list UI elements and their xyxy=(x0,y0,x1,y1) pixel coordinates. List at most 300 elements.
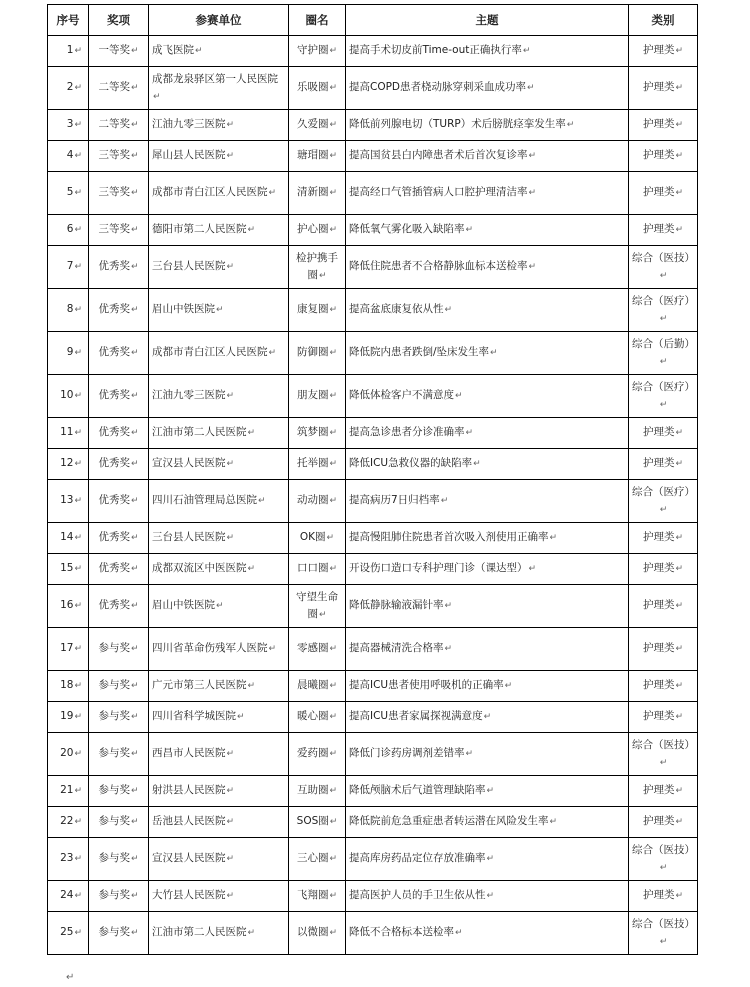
cell-category xyxy=(629,671,698,702)
cell-mark-icon: ↵ xyxy=(329,564,338,574)
cell-mark-icon: ↵ xyxy=(659,504,668,515)
cell-mark-icon: ↵ xyxy=(528,188,537,198)
cell-award-text: 参与奖 xyxy=(98,710,130,722)
cell-mark-icon: ↵ xyxy=(74,151,82,161)
cell-circle-text: 康复圈 xyxy=(296,303,329,315)
cell-unit xyxy=(149,671,289,702)
cell-circle-text: 久爱圈 xyxy=(296,118,329,130)
cell-circle-text: OK圈 xyxy=(299,531,326,543)
cell-circle xyxy=(289,480,346,523)
table-row xyxy=(48,807,698,838)
cell-mark-icon: ↵ xyxy=(522,46,531,56)
cell-category xyxy=(629,733,698,776)
cell-topic-text: 降低氧气雾化吸入缺陷率 xyxy=(349,223,465,235)
cell-topic-text: 降低院内患者跌倒/坠床发生率 xyxy=(349,346,490,358)
cell-mark-icon: ↵ xyxy=(675,644,684,654)
cell-mark-icon: ↵ xyxy=(444,601,453,611)
cell-mark-icon: ↵ xyxy=(130,644,139,654)
cell-mark-icon: ↵ xyxy=(659,862,668,873)
header-unit: 参赛单位 xyxy=(149,5,289,36)
cell-mark-icon: ↵ xyxy=(268,188,277,198)
cell-no-text: 1 xyxy=(66,44,74,56)
cell-mark-icon: ↵ xyxy=(247,681,256,691)
cell-mark-icon: ↵ xyxy=(226,854,235,864)
table-row xyxy=(48,246,698,289)
cell-mark-icon: ↵ xyxy=(74,681,82,691)
cell-circle-text: 乐吸圈 xyxy=(296,81,329,93)
cell-mark-icon: ↵ xyxy=(130,305,139,315)
cell-mark-icon: ↵ xyxy=(130,749,139,759)
cell-no xyxy=(48,733,89,776)
header-no: 序号 xyxy=(48,5,89,36)
cell-mark-icon: ↵ xyxy=(130,391,139,401)
cell-award-text: 三等奖 xyxy=(98,223,130,235)
cell-mark-icon: ↵ xyxy=(490,348,498,358)
cell-award-text: 优秀奖 xyxy=(98,260,130,272)
cell-mark-icon: ↵ xyxy=(549,533,558,543)
cell-no xyxy=(48,554,89,585)
cell-mark-icon: ↵ xyxy=(237,712,245,722)
cell-mark-icon: ↵ xyxy=(226,120,235,130)
cell-topic-text: 降低体检客户不满意度 xyxy=(349,389,454,401)
cell-circle-text: 护心圈 xyxy=(296,223,329,235)
cell-mark-icon: ↵ xyxy=(465,428,474,438)
cell-no xyxy=(48,585,89,628)
cell-circle xyxy=(289,807,346,838)
cell-mark-icon: ↵ xyxy=(226,749,235,759)
cell-category-text: 护理类 xyxy=(642,118,675,130)
cell-circle-text: 互助圈 xyxy=(296,784,329,796)
cell-category xyxy=(629,807,698,838)
cell-no xyxy=(48,776,89,807)
cell-circle-text: 瑭瑁圈 xyxy=(296,149,329,161)
cell-mark-icon: ↵ xyxy=(130,83,139,93)
cell-award-text: 二等奖 xyxy=(98,118,130,130)
cell-award-text: 优秀奖 xyxy=(98,494,130,506)
cell-no xyxy=(48,628,89,671)
cell-topic-text: 提高ICU患者家属探视满意度 xyxy=(349,710,483,722)
cell-award-text: 优秀奖 xyxy=(98,457,130,469)
cell-unit-text: 广元市第三人民医院 xyxy=(152,679,247,691)
cell-category xyxy=(629,215,698,246)
cell-mark-icon: ↵ xyxy=(130,428,139,438)
cell-unit-text: 射洪县人民医院 xyxy=(152,784,226,796)
cell-unit-text: 江油九零三医院 xyxy=(152,389,226,401)
table-row xyxy=(48,554,698,585)
cell-mark-icon: ↵ xyxy=(318,270,327,281)
table-row xyxy=(48,172,698,215)
cell-mark-icon: ↵ xyxy=(74,749,82,759)
cell-topic xyxy=(346,332,629,375)
cell-unit-text: 成都市青白江区人民医院 xyxy=(152,346,268,358)
cell-mark-icon: ↵ xyxy=(268,644,277,654)
cell-category xyxy=(629,838,698,881)
cell-circle xyxy=(289,776,346,807)
cell-mark-icon: ↵ xyxy=(675,428,684,438)
cell-award xyxy=(89,776,149,807)
cell-mark-icon: ↵ xyxy=(74,46,82,56)
cell-mark-icon: ↵ xyxy=(247,928,256,938)
cell-mark-icon: ↵ xyxy=(74,391,82,401)
cell-unit-text: 岳池县人民医院 xyxy=(152,815,226,827)
cell-award xyxy=(89,289,149,332)
cell-no-text: 11 xyxy=(60,426,74,438)
cell-no xyxy=(48,289,89,332)
cell-award xyxy=(89,332,149,375)
cell-topic xyxy=(346,418,629,449)
cell-award-text: 优秀奖 xyxy=(98,303,130,315)
cell-mark-icon: ↵ xyxy=(226,459,235,469)
cell-topic xyxy=(346,776,629,807)
cell-mark-icon: ↵ xyxy=(153,91,161,102)
cell-topic-text: 提高COPD患者桡动脉穿刺采血成功率 xyxy=(349,81,527,93)
cell-mark-icon: ↵ xyxy=(455,928,463,938)
header-row xyxy=(48,5,698,36)
cell-mark-icon: ↵ xyxy=(74,496,82,506)
cell-no-text: 21 xyxy=(60,784,74,796)
cell-mark-icon: ↵ xyxy=(675,46,684,56)
cell-award xyxy=(89,172,149,215)
cell-award xyxy=(89,67,149,110)
cell-mark-icon: ↵ xyxy=(675,188,684,198)
cell-award xyxy=(89,628,149,671)
cell-mark-icon: ↵ xyxy=(675,459,684,469)
cell-mark-icon: ↵ xyxy=(329,854,338,864)
cell-award xyxy=(89,110,149,141)
header-circle: 圈名 xyxy=(289,5,346,36)
cell-no xyxy=(48,523,89,554)
table-row xyxy=(48,523,698,554)
cell-mark-icon: ↵ xyxy=(130,120,139,130)
cell-no-text: 24 xyxy=(60,889,74,901)
cell-topic xyxy=(346,67,629,110)
cell-mark-icon: ↵ xyxy=(329,749,338,759)
cell-category xyxy=(629,36,698,67)
cell-mark-icon: ↵ xyxy=(329,188,338,198)
cell-unit xyxy=(149,375,289,418)
cell-no xyxy=(48,67,89,110)
cell-award xyxy=(89,838,149,881)
cell-topic xyxy=(346,881,629,912)
cell-no-text: 6 xyxy=(66,223,74,235)
table-row xyxy=(48,289,698,332)
cell-topic xyxy=(346,838,629,881)
cell-no-text: 3 xyxy=(66,118,74,130)
cell-circle-text: 朋友圈 xyxy=(296,389,329,401)
cell-mark-icon: ↵ xyxy=(226,817,235,827)
cell-no-text: 17 xyxy=(60,642,74,654)
cell-mark-icon: ↵ xyxy=(486,891,495,901)
cell-award-text: 优秀奖 xyxy=(98,389,130,401)
cell-mark-icon: ↵ xyxy=(130,928,139,938)
cell-award-text: 二等奖 xyxy=(98,81,130,93)
cell-no xyxy=(48,807,89,838)
cell-mark-icon: ↵ xyxy=(659,399,668,410)
cell-mark-icon: ↵ xyxy=(74,601,82,611)
cell-circle xyxy=(289,449,346,480)
table-row xyxy=(48,702,698,733)
cell-topic-text: 降低住院患者不合格静脉血标本送检率 xyxy=(349,260,528,272)
cell-mark-icon: ↵ xyxy=(504,681,513,691)
cell-circle xyxy=(289,375,346,418)
cell-mark-icon: ↵ xyxy=(675,601,684,611)
cell-award xyxy=(89,141,149,172)
cell-topic-text: 降低颅脑术后气道管理缺陷率 xyxy=(349,784,486,796)
cell-category-text: 护理类 xyxy=(642,562,675,574)
cell-mark-icon: ↵ xyxy=(130,854,139,864)
cell-mark-icon: ↵ xyxy=(130,262,139,272)
cell-circle xyxy=(289,585,346,628)
cell-topic xyxy=(346,215,629,246)
cell-mark-icon: ↵ xyxy=(74,262,82,272)
cell-mark-icon: ↵ xyxy=(74,428,82,438)
cell-circle xyxy=(289,702,346,733)
cell-award xyxy=(89,671,149,702)
cell-mark-icon: ↵ xyxy=(528,262,537,272)
cell-circle-text: 检护携手圈 xyxy=(296,251,338,281)
awards-table xyxy=(47,4,698,955)
cell-mark-icon: ↵ xyxy=(444,305,453,315)
cell-category xyxy=(629,702,698,733)
cell-unit-text: 成都龙泉驿区第一人民医院 xyxy=(152,72,278,85)
paragraph-mark-icon: ↵ xyxy=(66,972,75,983)
cell-circle xyxy=(289,881,346,912)
cell-circle-text: 爱药圈 xyxy=(296,747,329,759)
cell-unit xyxy=(149,838,289,881)
cell-unit-text: 西昌市人民医院 xyxy=(152,747,226,759)
cell-award xyxy=(89,585,149,628)
cell-category-text: 护理类 xyxy=(642,710,675,722)
cell-circle-text: 暖心圈 xyxy=(296,710,329,722)
cell-topic-text: 提高库房药品定位存放准确率 xyxy=(349,852,486,864)
cell-mark-icon: ↵ xyxy=(465,225,474,235)
cell-mark-icon: ↵ xyxy=(329,391,338,401)
cell-mark-icon: ↵ xyxy=(226,786,235,796)
cell-category-text: 护理类 xyxy=(642,223,675,235)
cell-award xyxy=(89,375,149,418)
cell-unit-text: 四川石油管理局总医院 xyxy=(152,494,257,506)
cell-mark-icon: ↵ xyxy=(130,459,139,469)
cell-no xyxy=(48,449,89,480)
cell-circle xyxy=(289,110,346,141)
cell-unit-text: 四川省革命伤残军人医院 xyxy=(152,642,268,654)
table-row xyxy=(48,838,698,881)
cell-circle xyxy=(289,523,346,554)
cell-mark-icon: ↵ xyxy=(329,928,338,938)
cell-mark-icon: ↵ xyxy=(675,225,684,235)
cell-mark-icon: ↵ xyxy=(675,533,684,543)
cell-topic xyxy=(346,480,629,523)
cell-no xyxy=(48,671,89,702)
cell-mark-icon: ↵ xyxy=(247,225,256,235)
cell-mark-icon: ↵ xyxy=(329,496,338,506)
cell-award-text: 参与奖 xyxy=(98,926,130,938)
cell-circle xyxy=(289,912,346,955)
cell-unit-text: 江油市第二人民医院 xyxy=(152,426,247,438)
cell-mark-icon: ↵ xyxy=(74,188,82,198)
cell-no xyxy=(48,912,89,955)
cell-unit xyxy=(149,141,289,172)
cell-unit-text: 大竹县人民医院 xyxy=(152,889,226,901)
cell-mark-icon: ↵ xyxy=(549,817,558,827)
cell-category-text: 护理类 xyxy=(642,457,675,469)
cell-mark-icon: ↵ xyxy=(130,151,139,161)
cell-mark-icon: ↵ xyxy=(216,601,224,611)
cell-mark-icon: ↵ xyxy=(659,356,668,367)
cell-unit-text: 成都双流区中医医院 xyxy=(152,562,247,574)
cell-category-text: 综合（医疗） xyxy=(632,485,695,498)
cell-circle-text: 飞翔圈 xyxy=(296,889,329,901)
cell-topic xyxy=(346,110,629,141)
cell-unit xyxy=(149,36,289,67)
cell-mark-icon: ↵ xyxy=(226,533,235,543)
cell-category-text: 综合（医技） xyxy=(632,917,695,930)
cell-no-text: 22 xyxy=(60,815,74,827)
cell-mark-icon: ↵ xyxy=(486,786,495,796)
cell-topic-text: 提高医护人员的手卫生依从性 xyxy=(349,889,486,901)
cell-unit-text: 江油市第二人民医院 xyxy=(152,926,247,938)
cell-no xyxy=(48,418,89,449)
cell-unit xyxy=(149,733,289,776)
cell-category xyxy=(629,110,698,141)
cell-award-text: 参与奖 xyxy=(98,784,130,796)
cell-no xyxy=(48,702,89,733)
cell-category xyxy=(629,480,698,523)
cell-circle-text: 守护圈 xyxy=(296,44,329,56)
cell-unit-text: 四川省科学城医院 xyxy=(152,710,236,722)
cell-category xyxy=(629,172,698,215)
cell-award-text: 参与奖 xyxy=(98,852,130,864)
cell-award xyxy=(89,215,149,246)
cell-mark-icon: ↵ xyxy=(659,936,668,947)
cell-category-text: 综合（医疗） xyxy=(632,294,695,307)
cell-topic xyxy=(346,628,629,671)
cell-unit xyxy=(149,776,289,807)
cell-award-text: 优秀奖 xyxy=(98,346,130,358)
cell-mark-icon: ↵ xyxy=(566,120,575,130)
cell-category-text: 护理类 xyxy=(642,889,675,901)
cell-award xyxy=(89,449,149,480)
table-row xyxy=(48,671,698,702)
cell-unit xyxy=(149,702,289,733)
cell-topic xyxy=(346,585,629,628)
cell-category xyxy=(629,554,698,585)
cell-award xyxy=(89,733,149,776)
cell-unit xyxy=(149,67,289,110)
cell-topic-text: 提高病历7日归档率 xyxy=(349,494,440,506)
cell-topic-text: 提高ICU患者使用呼吸机的正确率 xyxy=(349,679,504,691)
table-row xyxy=(48,776,698,807)
cell-mark-icon: ↵ xyxy=(675,681,684,691)
cell-no-text: 13 xyxy=(60,494,74,506)
cell-topic xyxy=(346,289,629,332)
cell-mark-icon: ↵ xyxy=(74,120,82,130)
cell-unit-text: 宣汉县人民医院 xyxy=(152,852,226,864)
cell-mark-icon: ↵ xyxy=(329,83,338,93)
cell-category-text: 护理类 xyxy=(642,599,675,611)
cell-mark-icon: ↵ xyxy=(329,348,338,358)
cell-category xyxy=(629,246,698,289)
cell-topic-text: 降低不合格标本送检率 xyxy=(349,926,454,938)
cell-mark-icon: ↵ xyxy=(329,428,338,438)
cell-unit xyxy=(149,246,289,289)
cell-mark-icon: ↵ xyxy=(74,533,82,543)
cell-circle-text: 口口圈 xyxy=(296,562,329,574)
cell-mark-icon: ↵ xyxy=(130,225,139,235)
cell-circle-text: 晨曦圈 xyxy=(296,679,329,691)
cell-mark-icon: ↵ xyxy=(473,459,481,469)
cell-mark-icon: ↵ xyxy=(130,712,139,722)
cell-award-text: 三等奖 xyxy=(98,186,130,198)
cell-unit-text: 德阳市第二人民医院 xyxy=(152,223,247,235)
cell-mark-icon: ↵ xyxy=(130,786,139,796)
cell-circle xyxy=(289,141,346,172)
cell-mark-icon: ↵ xyxy=(130,348,139,358)
cell-topic xyxy=(346,912,629,955)
cell-category-text: 综合（医疗） xyxy=(632,380,695,393)
cell-unit-text: 三台县人民医院 xyxy=(152,531,226,543)
cell-unit xyxy=(149,912,289,955)
cell-mark-icon: ↵ xyxy=(216,305,224,315)
cell-topic-text: 降低静脉输液漏针率 xyxy=(349,599,444,611)
cell-circle xyxy=(289,418,346,449)
cell-award xyxy=(89,912,149,955)
table-row xyxy=(48,585,698,628)
cell-unit xyxy=(149,523,289,554)
cell-circle-text: 筑梦圈 xyxy=(296,426,329,438)
cell-topic-text: 提高国贫县白内障患者术后首次复诊率 xyxy=(349,149,528,161)
cell-no xyxy=(48,332,89,375)
cell-mark-icon: ↵ xyxy=(74,854,82,864)
cell-category-text: 护理类 xyxy=(642,149,675,161)
cell-no-text: 10 xyxy=(60,389,74,401)
cell-circle-text: 防御圈 xyxy=(296,346,329,358)
cell-mark-icon: ↵ xyxy=(329,459,338,469)
cell-mark-icon: ↵ xyxy=(226,151,235,161)
cell-no-text: 8 xyxy=(66,303,74,315)
cell-category xyxy=(629,881,698,912)
cell-unit-text: 宣汉县人民医院 xyxy=(152,457,226,469)
cell-no-text: 18 xyxy=(60,679,74,691)
cell-award-text: 参与奖 xyxy=(98,889,130,901)
header-category: 类别 xyxy=(629,5,698,36)
cell-circle-text: 动动圈 xyxy=(296,494,329,506)
cell-topic-text: 提高盆底康复依从性 xyxy=(349,303,444,315)
table-row xyxy=(48,67,698,110)
cell-mark-icon: ↵ xyxy=(74,564,82,574)
cell-mark-icon: ↵ xyxy=(130,564,139,574)
table-body xyxy=(48,36,698,955)
cell-no-text: 7 xyxy=(66,260,74,272)
cell-no xyxy=(48,172,89,215)
cell-circle xyxy=(289,246,346,289)
cell-circle xyxy=(289,67,346,110)
cell-category-text: 护理类 xyxy=(642,679,675,691)
cell-mark-icon: ↵ xyxy=(675,120,684,130)
cell-topic xyxy=(346,449,629,480)
cell-award xyxy=(89,480,149,523)
cell-no-text: 2 xyxy=(66,81,74,93)
cell-mark-icon: ↵ xyxy=(329,305,338,315)
cell-mark-icon: ↵ xyxy=(675,712,684,722)
cell-mark-icon: ↵ xyxy=(130,601,139,611)
cell-unit-text: 三台县人民医院 xyxy=(152,260,226,272)
cell-mark-icon: ↵ xyxy=(268,348,277,358)
cell-award-text: 参与奖 xyxy=(98,747,130,759)
cell-mark-icon: ↵ xyxy=(326,533,335,543)
cell-category-text: 护理类 xyxy=(642,426,675,438)
cell-category xyxy=(629,67,698,110)
